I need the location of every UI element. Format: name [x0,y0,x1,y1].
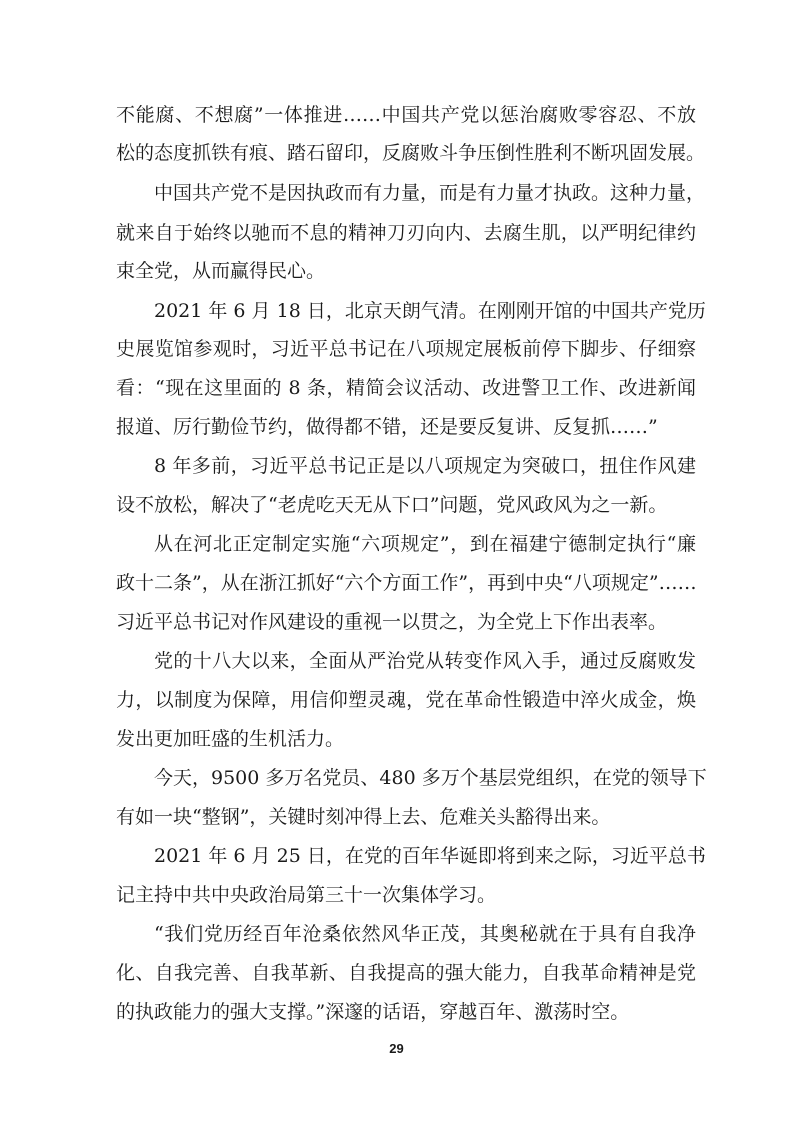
text-line: 不能腐、不想腐”一体推进……中国共产党以惩治腐败零容忍、不放 [116,104,696,126]
text-line: 力，以制度为保障，用信仰塑灵魂，党在革命性锻造中淬火成金，焕 [116,689,696,711]
text-line: 看：“现在这里面的 8 条，精简会议活动、改进警卫工作、改进新闻 [116,377,696,399]
text-line: 松的态度抓铁有痕、踏石留印，反腐败斗争压倒性胜利不断巩固发展。 [116,142,706,164]
text-line: 设不放松，解决了“老虎吃天无从下口”问题，党风政风为之一新。 [116,494,668,516]
text-line: 史展览馆参观时，习近平总书记在八项规定展板前停下脚步、仔细察 [116,338,696,360]
text-line: 发出更加旺盛的生机活力。 [116,728,345,750]
text-line: 党的十八大以来，全面从严治党从转变作风入手，通过反腐败发 [154,650,696,672]
text-line: 从在河北正定制定实施“六项规定”，到在福建宁德制定执行“廉 [154,533,696,555]
text-line: 2021 年 6 月 18 日，北京天朗气清。在刚刚开馆的中国共产党历 [154,300,706,322]
text-line: 的执政能力的强大支撑。”深邃的话语，穿越百年、激荡时空。 [116,1001,630,1023]
text-line: 8 年多前，习近平总书记正是以八项规定为突破口，扭住作风建 [154,455,696,477]
text-line: 今天，9500 多万名党员、480 多万个基层党组织，在党的领导下 [154,767,707,789]
text-line: 2021 年 6 月 25 日，在党的百年华诞即将到来之际，习近平总书 [154,845,706,867]
text-line: 政十二条”，从在浙江抓好“六个方面工作”，再到中央“八项规定”…… [116,572,697,594]
text-line: 报道、厉行勤俭节约，做得都不错，还是要反复讲、反复抓……” [116,416,658,438]
page-number: 29 [389,1041,404,1056]
text-line: 有如一块“整钢”，关键时刻冲得上去、危难关头豁得出来。 [116,806,611,828]
text-line: 记主持中共中央政治局第三十一次集体学习。 [116,884,497,906]
text-line: “我们党历经百年沧桑依然风华正茂，其奥秘就在于具有自我净 [154,923,696,945]
text-line: 中国共产党不是因执政而有力量，而是有力量才执政。这种力量， [154,182,706,204]
text-line: 束全党，从而赢得民心。 [116,260,326,282]
text-line: 化、自我完善、自我革新、自我提高的强大能力，自我革命精神是党 [116,962,696,984]
text-line: 习近平总书记对作风建设的重视一以贯之，为全党上下作出表率。 [116,611,668,633]
text-line: 就来自于始终以驰而不息的精神刀刃向内、去腐生肌，以严明纪律约 [116,222,696,244]
